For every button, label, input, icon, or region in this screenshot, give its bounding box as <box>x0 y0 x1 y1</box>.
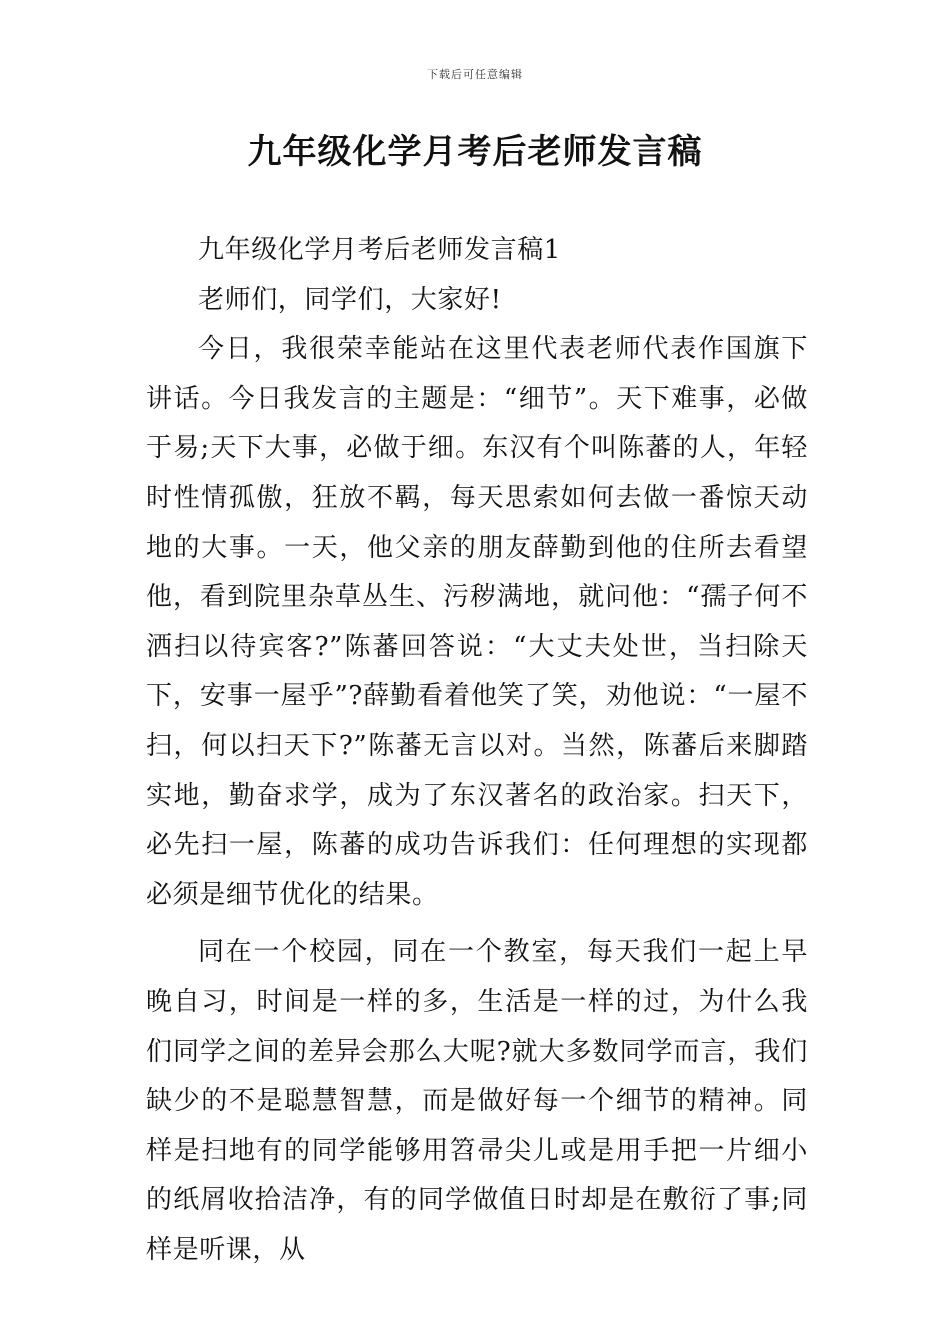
body-paragraph: 同在一个校园，同在一个教室，每天我们一起上早晚自习，时间是一样的多，生活是一样的过，为什么我们同学之间的差异会那么大呢?就大多数同学而言，我们缺少的不是聪慧智慧，而是做好每一个细节的精神。同样是扫地有的同学能够用笤帚尖儿或是用手把一片细小的纸屑收拾洁净，有的同学做值日时却是在敷衍了事;同样是听课，从 <box>146 937 808 1265</box>
header-note: 下载后可任意编辑 <box>427 68 523 81</box>
body-paragraph: 今日，我很荣幸能站在这里代表老师代表作国旗下讲话。今日我发言的主题是：“细节”。天下难事，必做于易;天下大事，必做于细。东汉有个叫陈蕃的人，年轻时性情孤傲，狂放不羁，每天思索如何去做一番惊天动地的大事。一天，他父亲的朋友薛勤到他的住所去看望他，看到院里杂草丛生、污秽满地，就问他：“孺子何不洒扫以待宾客?”陈蕃回答说：“大丈夫处世，当扫除天下，安事一屋乎”?薛勤看着他笑了笑，劝他说：“一屋不扫，何以扫天下?”陈蕃无言以对。当然，陈蕃后来脚踏实地，勤奋求学，成为了东汉著名的政治家。扫天下，必先扫一屋，陈蕃的成功告诉我们：任何理想的实现都必须是细节优化的结果。 <box>146 334 808 910</box>
document-body <box>146 226 808 1275</box>
document-title: 九年级化学月考后老师发言稿 <box>247 132 703 172</box>
greeting-paragraph: 老师们，同学们，大家好! <box>198 284 502 315</box>
subtitle-paragraph: 九年级化学月考后老师发言稿1 <box>198 235 561 265</box>
